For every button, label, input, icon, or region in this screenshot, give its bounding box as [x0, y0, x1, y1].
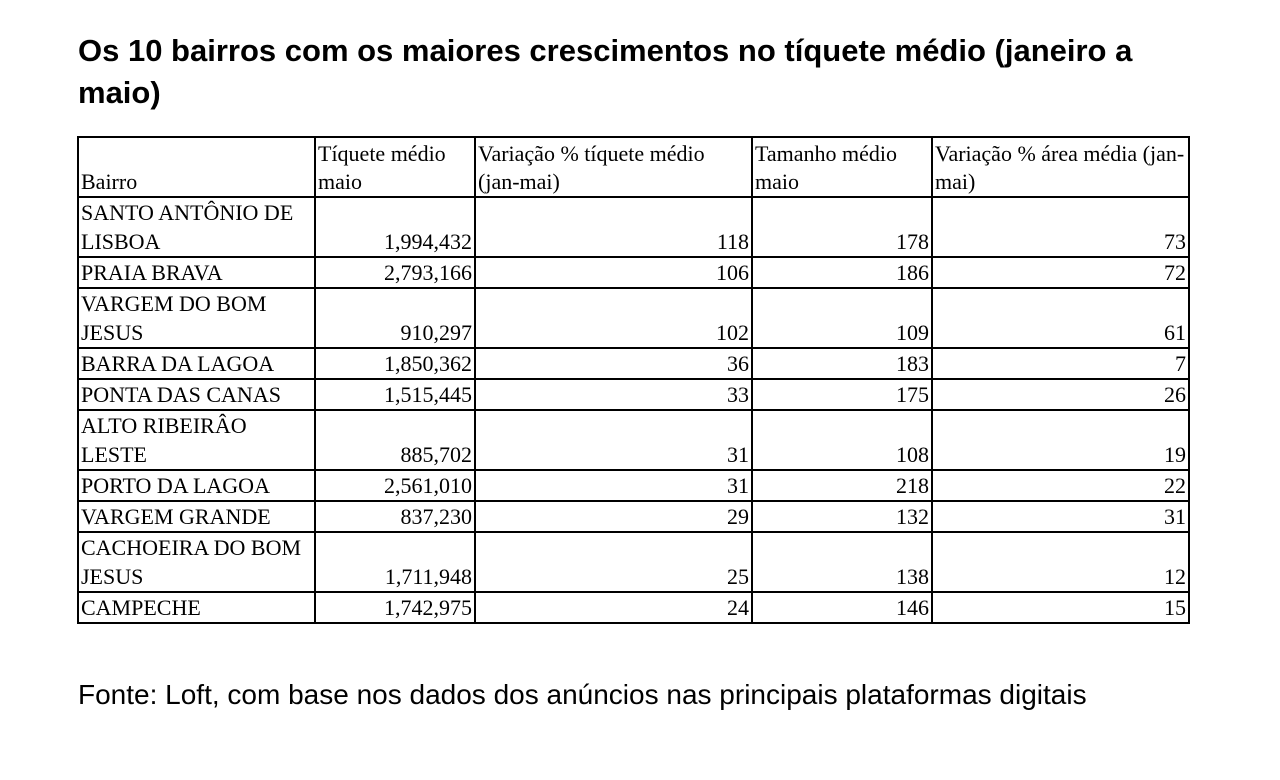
- cell-tamanho-medio: 178: [752, 197, 932, 257]
- cell-tiquete-medio: 1,994,432: [315, 197, 475, 257]
- cell-bairro: ALTO RIBEIRÂO LESTE: [78, 410, 315, 470]
- header-tiquete-medio: Tíquete médio maio: [315, 137, 475, 197]
- cell-variacao-tiquete: 29: [475, 501, 752, 532]
- cell-bairro: VARGEM DO BOM JESUS: [78, 288, 315, 348]
- cell-variacao-area: 7: [932, 348, 1189, 379]
- cell-variacao-tiquete: 102: [475, 288, 752, 348]
- cell-variacao-area: 73: [932, 197, 1189, 257]
- cell-tiquete-medio: 2,793,166: [315, 257, 475, 288]
- cell-variacao-tiquete: 36: [475, 348, 752, 379]
- cell-variacao-area: 22: [932, 470, 1189, 501]
- cell-tamanho-medio: 186: [752, 257, 932, 288]
- header-bairro: Bairro: [78, 137, 315, 197]
- cell-bairro: BARRA DA LAGOA: [78, 348, 315, 379]
- table-row: [78, 532, 1189, 592]
- table-row: [78, 470, 1189, 501]
- cell-variacao-area: 15: [932, 592, 1189, 623]
- table-row: [78, 410, 1189, 470]
- cell-tiquete-medio: 837,230: [315, 501, 475, 532]
- cell-tamanho-medio: 175: [752, 379, 932, 410]
- header-variacao-tiquete: Variação % tíquete médio (jan-mai): [475, 137, 752, 197]
- page-title: Os 10 bairros com os maiores crescimentos no tíquete médio (janeiro a maio): [78, 33, 1133, 110]
- cell-tiquete-medio: 1,742,975: [315, 592, 475, 623]
- table-row: [78, 348, 1189, 379]
- cell-bairro: SANTO ANTÔNIO DE LISBOA: [78, 197, 315, 257]
- table-row: [78, 288, 1189, 348]
- cell-bairro: CAMPECHE: [78, 592, 315, 623]
- cell-tiquete-medio: 1,515,445: [315, 379, 475, 410]
- cell-tamanho-medio: 132: [752, 501, 932, 532]
- cell-bairro: VARGEM GRANDE: [78, 501, 315, 532]
- cell-tamanho-medio: 138: [752, 532, 932, 592]
- cell-tamanho-medio: 183: [752, 348, 932, 379]
- cell-variacao-tiquete: 106: [475, 257, 752, 288]
- cell-variacao-area: 19: [932, 410, 1189, 470]
- cell-bairro: PORTO DA LAGOA: [78, 470, 315, 501]
- cell-tiquete-medio: 885,702: [315, 410, 475, 470]
- cell-variacao-tiquete: 31: [475, 470, 752, 501]
- cell-bairro: PRAIA BRAVA: [78, 257, 315, 288]
- cell-variacao-area: 12: [932, 532, 1189, 592]
- cell-tamanho-medio: 146: [752, 592, 932, 623]
- cell-tiquete-medio: 1,850,362: [315, 348, 475, 379]
- cell-tamanho-medio: 218: [752, 470, 932, 501]
- table-row: [78, 257, 1189, 288]
- table-row: [78, 197, 1189, 257]
- table-header-row: [78, 137, 1189, 197]
- cell-bairro: CACHOEIRA DO BOM JESUS: [78, 532, 315, 592]
- cell-variacao-tiquete: 31: [475, 410, 752, 470]
- cell-variacao-tiquete: 118: [475, 197, 752, 257]
- source-note: Fonte: Loft, com base nos dados dos anúncios nas principais plataformas digitais: [78, 679, 1087, 710]
- cell-tamanho-medio: 109: [752, 288, 932, 348]
- cell-tiquete-medio: 1,711,948: [315, 532, 475, 592]
- data-table: [77, 136, 1190, 624]
- cell-tiquete-medio: 910,297: [315, 288, 475, 348]
- table-row: [78, 592, 1189, 623]
- cell-bairro: PONTA DAS CANAS: [78, 379, 315, 410]
- cell-variacao-tiquete: 24: [475, 592, 752, 623]
- table-row: [78, 379, 1189, 410]
- cell-variacao-tiquete: 33: [475, 379, 752, 410]
- header-variacao-area: Variação % área média (jan-mai): [932, 137, 1189, 197]
- table-row: [78, 501, 1189, 532]
- cell-tamanho-medio: 108: [752, 410, 932, 470]
- cell-variacao-area: 26: [932, 379, 1189, 410]
- header-tamanho-medio: Tamanho médio maio: [752, 137, 932, 197]
- cell-variacao-area: 61: [932, 288, 1189, 348]
- cell-variacao-area: 72: [932, 257, 1189, 288]
- cell-variacao-area: 31: [932, 501, 1189, 532]
- cell-variacao-tiquete: 25: [475, 532, 752, 592]
- cell-tiquete-medio: 2,561,010: [315, 470, 475, 501]
